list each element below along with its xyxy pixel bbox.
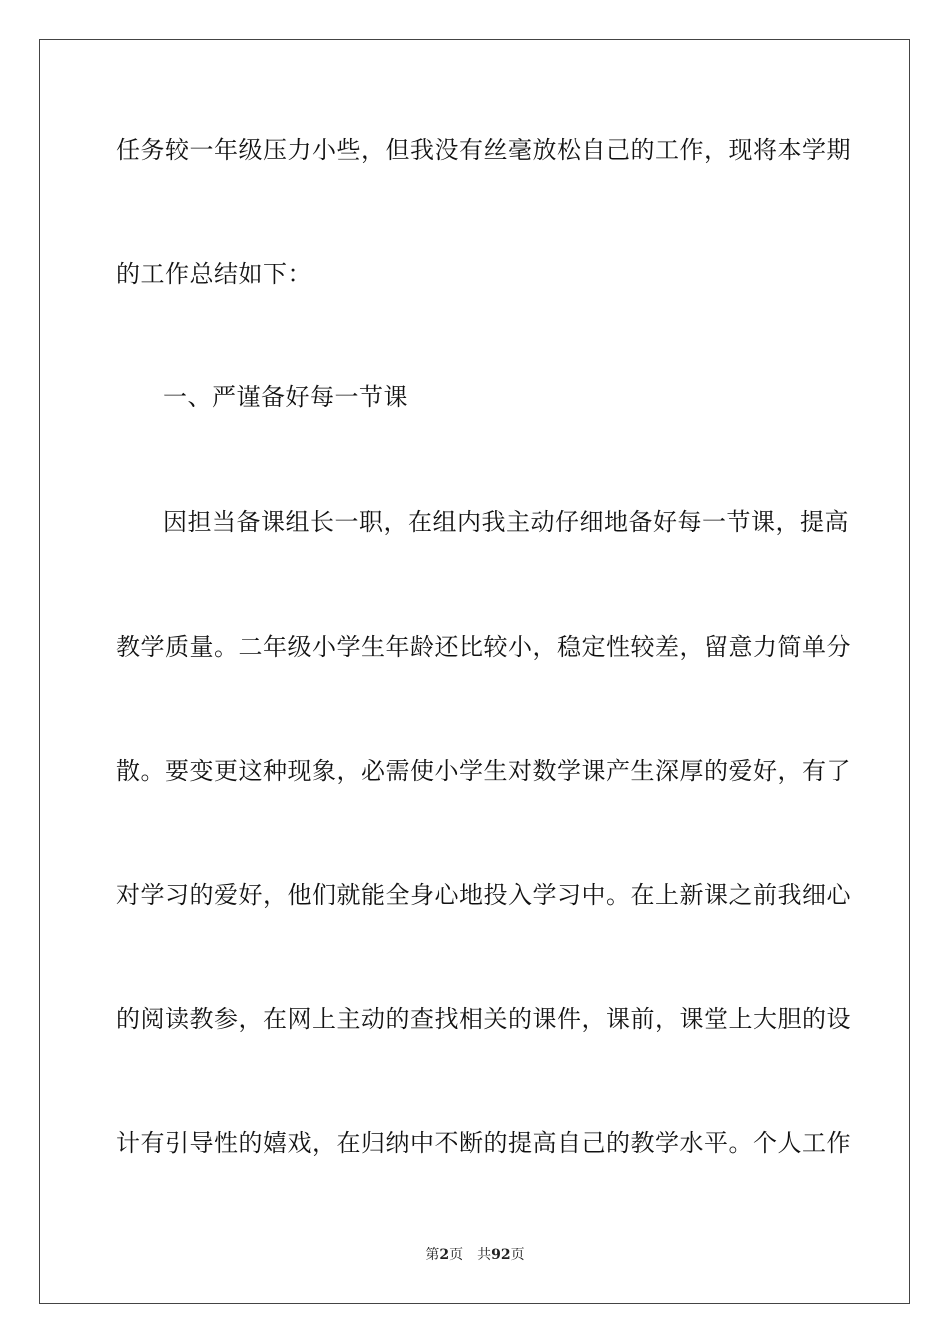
body-line-5: 散。要变更这种现象，必需使小学生对数学课产生深厚的爱好，有了 <box>116 757 851 785</box>
body-line-2: 的工作总结如下： <box>116 260 312 288</box>
body-line-4: 教学质量。二年级小学生年龄还比较小，稳定性较差，留意力简单分 <box>116 633 851 661</box>
page-prefix: 第 <box>425 1247 440 1263</box>
body-line-3: 因担当备课组长一职，在组内我主动仔细地备好每一节课，提高 <box>163 508 849 536</box>
body-line-8: 计有引导性的嬉戏，在归纳中不断的提高自己的教学水平。个人工作 <box>116 1129 851 1157</box>
page-number: 2 <box>439 1247 450 1263</box>
page-footer <box>0 1246 950 1264</box>
body-line-7: 的阅读教参，在网上主动的查找相关的课件，课前，课堂上大胆的设 <box>116 1005 851 1033</box>
total-suffix: 页 <box>510 1247 525 1263</box>
page-suffix: 页 <box>449 1247 464 1263</box>
body-line-6: 对学习的爱好，他们就能全身心地投入学习中。在上新课之前我细心 <box>116 881 851 909</box>
page-border <box>39 39 910 1304</box>
section-heading: 一、严谨备好每一节课 <box>163 383 408 411</box>
body-line-1: 任务较一年级压力小些，但我没有丝毫放松自己的工作，现将本学期 <box>116 136 851 164</box>
total-prefix: 共 <box>477 1247 492 1263</box>
total-pages: 92 <box>491 1247 511 1263</box>
